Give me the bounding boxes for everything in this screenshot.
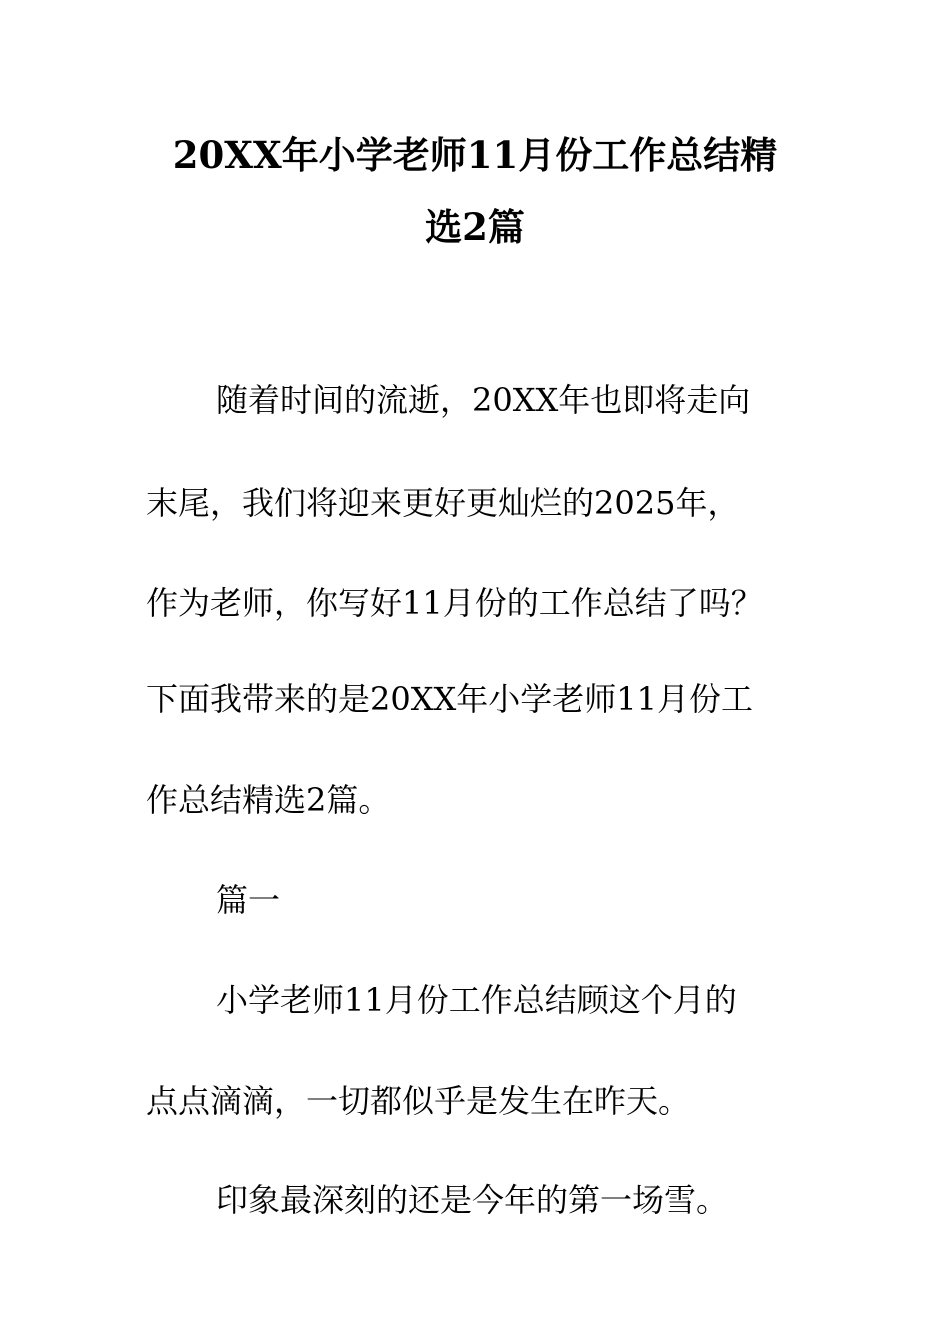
intro-paragraph-line-4: 下面我带来的是20XX年小学老师11月份工 xyxy=(146,680,754,718)
intro-paragraph-line-1: 随着时间的流逝，20XX年也即将走向 xyxy=(216,381,751,419)
document-title-line-2: 选2篇 xyxy=(425,205,525,249)
body-paragraph-line-2: 点点滴滴，一切都似乎是发生在昨天。 xyxy=(146,1082,691,1120)
intro-paragraph-line-2: 末尾，我们将迎来更好更灿烂的2025年， xyxy=(146,484,740,522)
body-paragraph-line-1: 小学老师11月份工作总结顾这个月的 xyxy=(216,981,737,1019)
intro-paragraph-line-3: 作为老师，你写好11月份的工作总结了吗？ xyxy=(146,584,763,622)
document-title-line-1: 20XX年小学老师11月份工作总结精 xyxy=(172,133,778,177)
intro-paragraph-line-5: 作总结精选2篇。 xyxy=(146,781,391,819)
section-heading: 篇一 xyxy=(216,881,281,919)
body-paragraph-line-3: 印象最深刻的还是今年的第一场雪。 xyxy=(216,1181,729,1219)
